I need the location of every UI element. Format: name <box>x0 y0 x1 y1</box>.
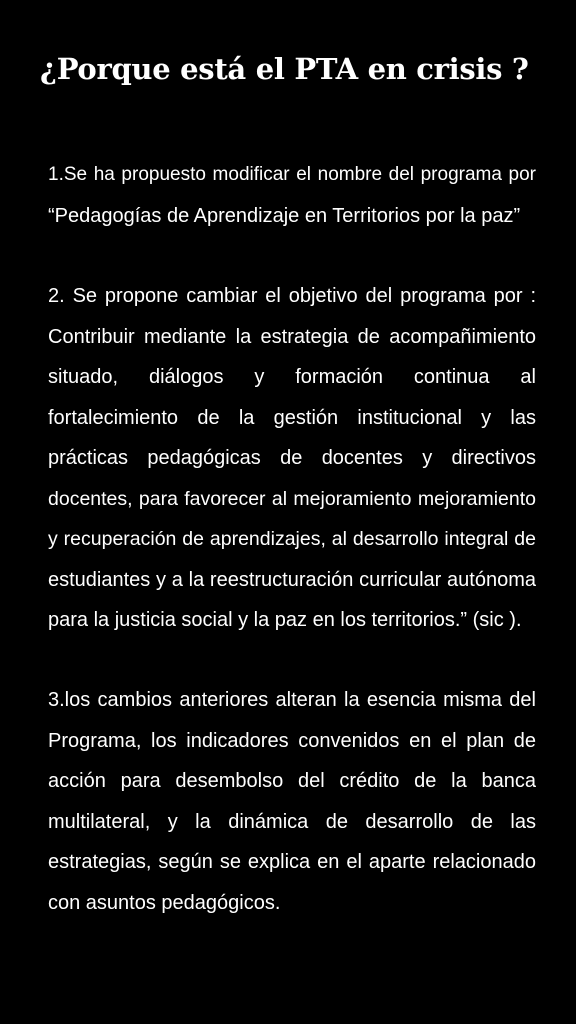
paragraph-line: multilateral, y la dinámica de desarrollo de las <box>48 810 536 833</box>
paragraph-line: “Pedagogías de Aprendizaje en Territorios por la paz” <box>48 204 521 227</box>
paragraph-line: Programa, los indicadores convenidos en el plan de <box>48 729 536 752</box>
paragraph-line: estudiantes y a la reestructuración curricular autónoma <box>48 568 536 591</box>
paragraph-line: acción para desembolso del crédito de la banca <box>48 770 536 792</box>
paragraph-line: docentes, para favorecer al mejoramiento mejoramiento <box>48 487 536 510</box>
paragraph-line: con asuntos pedagógicos. <box>48 891 281 914</box>
paragraph-line: para la justicia social y la paz en los territorios.” (sic ). <box>48 609 522 631</box>
paragraph-2 <box>48 276 536 641</box>
paragraph-line: y recuperación de aprendizajes, al desarrollo integral de <box>48 528 536 550</box>
paragraph-line: situado, diálogos y formación continua al <box>48 366 536 388</box>
paragraph-line: estrategias, según se explica en el aparte relacionado <box>48 851 536 873</box>
paragraph-3 <box>48 680 536 923</box>
paragraph-1 <box>48 155 536 236</box>
paragraph-line: 1.Se ha propuesto modificar el nombre del programa por <box>48 164 536 185</box>
paragraph-line: 3.los cambios anteriores alteran la esencia misma del <box>48 689 536 711</box>
paragraph-line: 2. Se propone cambiar el objetivo del programa por : <box>48 285 536 307</box>
paragraph-line: prácticas pedagógicas de docentes y directivos <box>48 447 536 469</box>
paragraph-line: fortalecimiento de la gestión institucional y las <box>48 406 536 429</box>
page-title: ¿Porque está el PTA en crisis ? <box>40 52 529 86</box>
paragraph-line: Contribuir mediante la estrategia de acompañimiento <box>48 325 536 348</box>
